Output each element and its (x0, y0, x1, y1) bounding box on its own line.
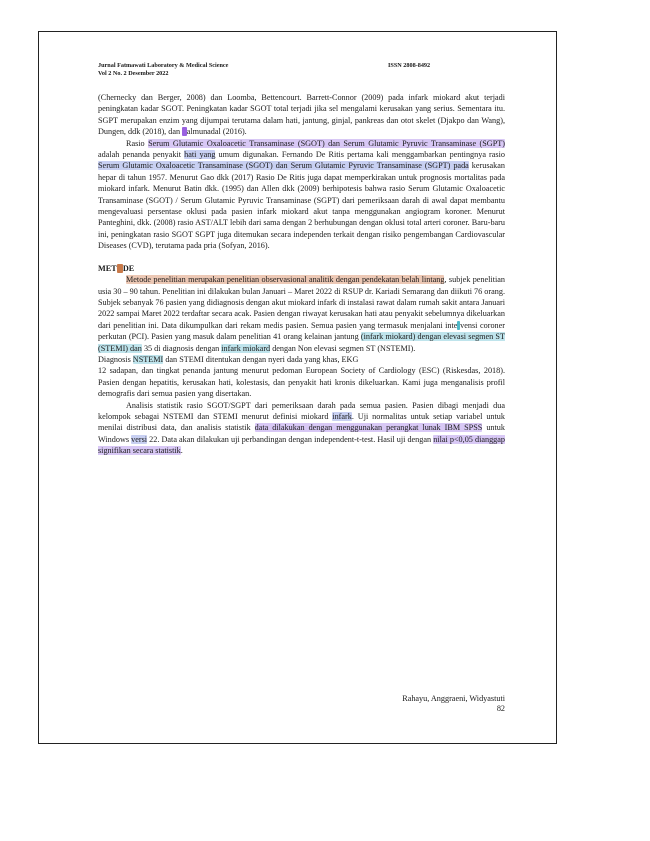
text-line: miokard akut terjadi peningkatan kadar SGOT. Peningkatan kadar SGOT total terjadi jika sel (98, 93, 505, 114)
text-line: almunadal (2016). (186, 127, 247, 137)
footer-authors: Rahayu, Anggraeni, Widyastuti (402, 694, 505, 703)
text-run: kerusakan hepar di tahun 1957. Menurut Gao dkk (2017) Rasio De Ritis juga dapat memperkirakan untuk prognosis mortalitas pada miokard infark. Menurut Batin dkk. (1995) dan Allen dkk (2009) berhipotesis bahwa rasio Serum Glutamic Oxaloacetic Transaminase (SGOT) / Serum Glutamic Pyruvic Transaminase (SGPT) dari pemeriksaan darah di awal dapat membantu mengevaluasi persentase oklusi pada pasien infark miokard akut tanpa menggunakan angiogram koroner. Menurut Panteghini, dkk. (2008) rasio AST/ALT lebih dari sama dengan 2 berhubungan dengan oklusi total arteri coroner. Baru-baru ini, peningkatan rasio SGOT SGPT juga ditemukan secara independen terkait dengan risiko pengembangan Cardiovascular Diseases (CVD), terutama pada pria (Sofyan, 2016). (98, 161, 505, 251)
text-run: . (180, 446, 183, 456)
section-heading-metode (98, 263, 505, 274)
annotation-marker[interactable]: P (182, 127, 187, 137)
text-run: Diagnosis (98, 354, 133, 364)
highlight-stemi[interactable]: (infark miokard) dengan elevasi segmen ST (STEMI) dan (98, 332, 505, 353)
journal-volume: Vol 2 No. 2 Desember 2022 (98, 69, 169, 77)
text-run: umum digunakan. Fernando De Ritis pertama kali menggambarkan pentingnya rasio (215, 150, 505, 160)
highlight-hati[interactable]: hati yang (184, 150, 216, 160)
journal-header (98, 62, 518, 77)
annotation-marker[interactable]: O (116, 263, 123, 273)
highlight-spss[interactable]: data dilakukan dengan menggunakan perangkat lunak IBM SPSS (254, 423, 483, 433)
text-run: dengan Non elevasi segmen ST (NSTEMI). (270, 343, 416, 353)
highlight-nilai-p[interactable]: nilai p<0,05 dianggap signifikan secara statistik (98, 434, 505, 456)
annotation-marker[interactable]: r (457, 320, 461, 330)
text-line: (2018), dan (142, 127, 183, 137)
text-line: terutama dalam hati, jantung, ginjal, pankreas dan otot skelet (Djakpo dan Wang), Dungen, ddk (98, 115, 505, 137)
text-line: mengalami kerusakan yang serius. Sementara itu. SGPT merupakan enzim yang dijumpai (98, 104, 506, 125)
text-run: . Uji normalitas untuk setiap variabel untuk menilai distribusi data, dan analisis statistik (98, 411, 505, 433)
text-run: 12 sadapan, dan tingkat penanda jantung menurut pedoman European Society of Cardiology (ESC) (Riskesdas, 2018). Pasien dengan hepatitis, kerusakan hati, kolestasis, dan penyakit hati kronis dikeluarkan. Kami juga menganalisis profil demografis dari semua pasien yang disertakan. (98, 366, 505, 399)
highlight-nstemi[interactable]: NSTEMI (132, 354, 164, 364)
text-run: Analisis statistik rasio SGOT/SGPT dari pemeriksaan darah pada semua pasien. Pasien dibagi menjadi dua kelompok sebagai NSTEMI dan STEMI menurut definisi miokard (98, 400, 505, 421)
highlight-versi[interactable]: versi (131, 434, 148, 444)
highlight-infark[interactable]: infark (332, 411, 352, 421)
text-run: adalah penanda penyakit (98, 150, 185, 160)
text-run: 35 di diagnosis dengan (141, 343, 222, 353)
highlight-infark-miokard[interactable]: infark miokard (221, 343, 271, 353)
page-number: 82 (496, 704, 505, 713)
article-body (98, 92, 505, 457)
highlight-rasio-serum[interactable]: Serum Glutamic Oxaloacetic Transaminase (SGOT) dan Serum Glutamic Pyruvic Transaminase (SGPT) pada (98, 161, 469, 171)
highlight-sgot-sgpt[interactable]: Serum Glutamic Oxaloacetic Transaminase (SGOT) dan Serum Glutamic Pyruvic Transaminase (SGPT) (148, 138, 505, 148)
paragraph-metode (98, 274, 505, 354)
journal-title: Jurnal Fatmawati Laboratory & Medical Science (98, 62, 229, 69)
text-run: 22. Data akan dilakukan uji perbandingan dengan independent-t-test. Hasil uji dengan (147, 434, 434, 444)
text-run: Rasio (126, 138, 149, 148)
text-run: , subjek penelitian usia 30 – 90 tahun. Penelitian ini dilakukan bulan Januari – Maret 2022 di RSUP dr. Kariadi Semarang dan diikuti 76 orang. Subjek sebanyak 76 pasien yang didiagnosis dengan akut miokard infark di instalasi rawat dalam rumah sakit antara Januari 2022 sampai Maret 2022 terdaftar secara acak. Pasien dengan riwayat kerusakan hati atau penyakit sebelumnya dikeluarkan dari penelitian ini. Data dikumpulkan dari rekam medis pasien. Semua pasien yang termasuk menjalani inte (98, 275, 505, 330)
text-run: vensi coroner perkutan (PCI). Pasien yang masuk dalam penelitian 41 orang kelainan jantung (98, 320, 505, 342)
text-line: (Chernecky dan Berger, 2008) dan Loomba, Bettencourt. Barrett-Connor (2009) pada infark (98, 93, 429, 102)
paragraph-de-ritis (98, 138, 505, 252)
text-run: MET (98, 263, 117, 273)
text-run: dan STEMI ditentukan dengan nyeri dada yang khas, EKG (163, 354, 359, 364)
paragraph-analisis (98, 400, 505, 457)
text-run: untuk Windows (98, 423, 505, 444)
journal-issn: ISSN 2808-8492 (388, 62, 431, 69)
text-run: DE (122, 263, 135, 273)
page-footer (360, 694, 505, 714)
paragraph-diagnosis (98, 354, 505, 365)
paragraph-diagnosis-cont (98, 365, 505, 399)
paragraph-intro (98, 92, 505, 138)
highlight-metode[interactable]: Metode penelitian merupakan penelitian observasional analitik dengan pendekatan belah lintang (126, 275, 445, 285)
